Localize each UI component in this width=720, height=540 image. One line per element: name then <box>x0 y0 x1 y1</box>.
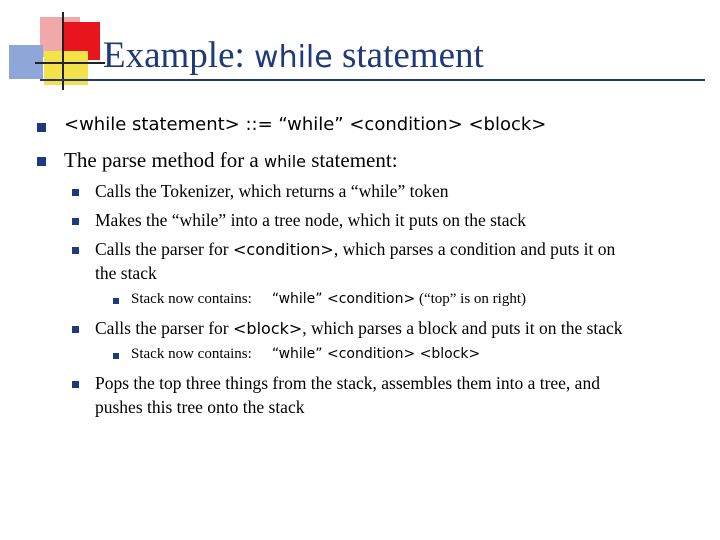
text: (“top” is on right) <box>415 291 527 307</box>
bullet-square-icon <box>72 381 79 388</box>
bullet-parse-method <box>64 148 398 173</box>
title-code: while <box>254 40 333 75</box>
step-condition-cont: the stack <box>95 263 157 283</box>
step-pop-assemble-cont: pushes this tree onto the stack <box>95 397 305 417</box>
text: , which parses a condition and puts it on <box>333 239 616 259</box>
bullet-square-icon <box>72 218 79 225</box>
slide-title <box>103 34 484 77</box>
text: statement: <box>305 148 398 172</box>
bullet-square-icon <box>37 157 46 166</box>
slide-logo <box>0 0 110 90</box>
inline-code: <block> <box>233 319 303 338</box>
stack-state-1 <box>131 291 526 308</box>
bullet-square-icon <box>37 123 46 132</box>
title-prefix: Example: <box>103 35 255 76</box>
bullet-square-icon <box>72 326 79 333</box>
inline-code: “while” <condition> <block> <box>271 346 481 362</box>
text: Stack now contains: <box>131 346 252 362</box>
bullet-square-icon <box>72 189 79 196</box>
title-underline <box>40 79 705 81</box>
inline-code: while <box>264 152 306 171</box>
bullet-square-icon <box>113 298 119 304</box>
text: The parse method for a <box>64 148 265 172</box>
stack-state-2 <box>131 346 480 363</box>
text: Stack now contains: <box>131 291 252 307</box>
inline-code: <condition> <box>233 240 334 259</box>
title-suffix: statement <box>332 35 484 76</box>
bullet-grammar-rule: <while statement> ::= “while” <condition> <block> <box>64 114 547 135</box>
bullet-square-icon <box>72 247 79 254</box>
text: Calls the parser for <box>95 239 234 259</box>
step-condition <box>95 239 615 260</box>
step-pop-assemble: Pops the top three things from the stack, assembles them into a tree, and <box>95 373 600 393</box>
step-tree-node: Makes the “while” into a tree node, which it puts on the stack <box>95 210 527 230</box>
step-tokenizer: Calls the Tokenizer, which returns a “while” token <box>95 181 449 201</box>
step-block <box>95 318 623 339</box>
bullet-square-icon <box>113 353 119 359</box>
inline-code: “while” <condition> <box>271 291 416 307</box>
text: Calls the parser for <box>95 318 234 338</box>
text: , which parses a block and puts it on the stack <box>302 318 623 338</box>
